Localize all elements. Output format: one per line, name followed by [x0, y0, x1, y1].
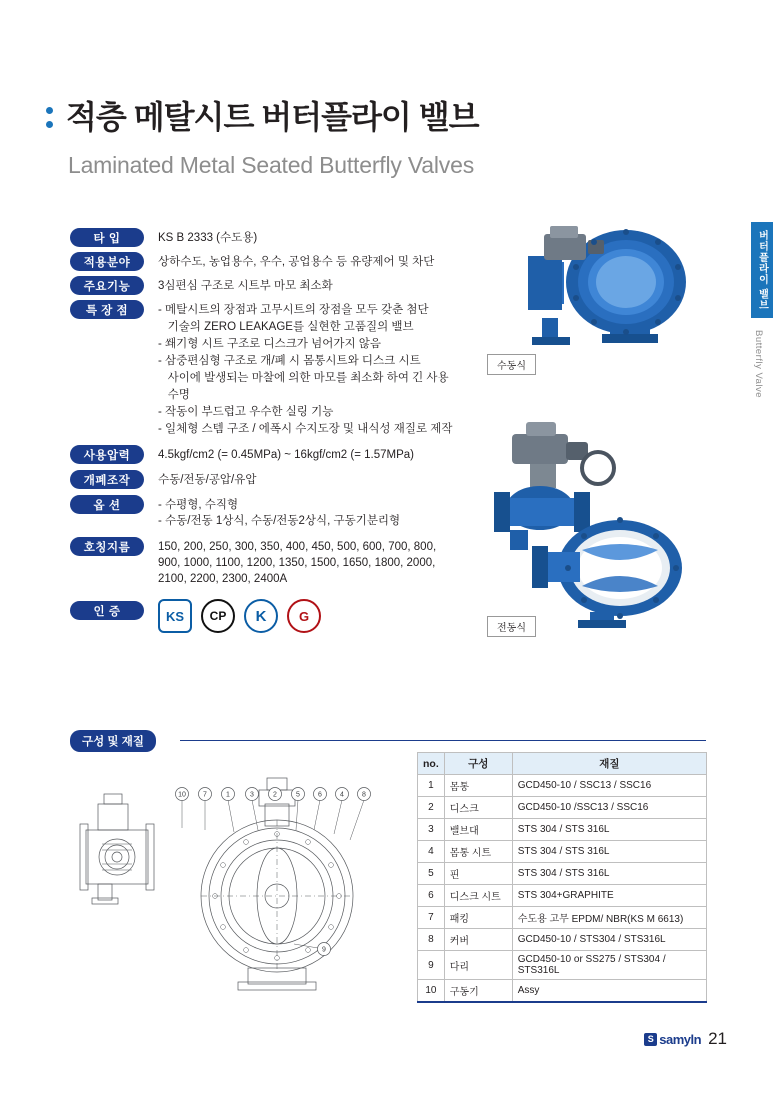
page-title: [42, 100, 479, 134]
g-mark-icon: G: [287, 599, 321, 633]
cell-material: STS 304 / STS 316L: [512, 819, 706, 841]
svg-text:9: 9: [322, 946, 326, 954]
photo-electric-type-valve: [470, 420, 716, 630]
parts-table: [417, 752, 707, 1003]
spec-label-features: 특 장 점: [70, 300, 144, 319]
spec-value-line: 150, 200, 250, 300, 350, 400, 450, 500, 600, 700, 800,: [158, 541, 437, 553]
company-logo: [644, 1032, 701, 1047]
svg-text:5: 5: [296, 791, 300, 799]
side-tab-korean: [751, 222, 773, 318]
table-header-material: 재질: [512, 753, 706, 775]
spec-value-line: 2100, 2200, 2300, 2400A: [158, 573, 288, 585]
table-row: [418, 951, 707, 980]
cell-component: 디스크 시트: [444, 885, 512, 907]
cell-material: STS 304 / STS 316L: [512, 841, 706, 863]
side-tab-korean-label: 버터플라이 밸브: [756, 229, 768, 311]
cell-no: 7: [418, 907, 445, 929]
cell-component: 다리: [444, 951, 512, 980]
photo-caption-electric: 전동식: [487, 616, 536, 637]
cell-no: 3: [418, 819, 445, 841]
cell-component: 핀: [444, 863, 512, 885]
svg-text:7: 7: [203, 791, 207, 799]
table-header-row: [418, 753, 707, 775]
cell-no: 9: [418, 951, 445, 980]
spec-value-application: [158, 252, 434, 271]
spec-row-certification: [70, 601, 490, 633]
table-row: [418, 819, 707, 841]
cp-mark-icon: CP: [201, 599, 235, 633]
title-english: Laminated Metal Seated Butterfly Valves: [68, 152, 474, 178]
cell-material: GCD450-10 / STS304 / STS316L: [512, 929, 706, 951]
spec-value-line: 900, 1000, 1100, 1200, 1350, 1500, 1650, 1800, 2000,: [158, 557, 436, 569]
svg-text:8: 8: [362, 791, 366, 799]
spec-row-features: [70, 300, 490, 438]
cell-no: 1: [418, 775, 445, 797]
spec-value-line: 상하수도, 농업용수, 우수, 공업용수 등 유량제어 및 차단: [158, 256, 435, 268]
spec-row-pressure: [70, 445, 490, 464]
spec-value-operation: [158, 470, 256, 489]
spec-label-option: 옵 션: [70, 495, 144, 514]
cell-material: Assy: [512, 980, 706, 1003]
cell-component: 구동기: [444, 980, 512, 1003]
spec-value-line: 3심편심 구조로 시트부 마모 최소화: [158, 280, 333, 292]
table-row: [418, 907, 707, 929]
table-header-no: no.: [418, 753, 445, 775]
table-row: [418, 885, 707, 907]
spec-label-function: 주요기능: [70, 276, 144, 295]
cell-component: 커버: [444, 929, 512, 951]
spec-row-type: [70, 228, 490, 247]
table-header-component: 구성: [444, 753, 512, 775]
spec-value-line: - 수평형, 수직형: [158, 499, 239, 511]
spec-value-line: - 작동이 부드럽고 우수한 실링 기능: [158, 406, 334, 418]
cell-material: STS 304 / STS 316L: [512, 863, 706, 885]
cell-no: 5: [418, 863, 445, 885]
spec-value-line: - 일체형 스템 구조 / 에폭시 수지도장 및 내식성 재질로 제작: [158, 423, 453, 435]
spec-value-line: - 쐐기형 시트 구조로 디스크가 넘어가지 않음: [158, 338, 381, 350]
spec-value-features: [158, 300, 452, 438]
table-row: [418, 863, 707, 885]
photo-manual-type-valve: [498, 222, 716, 352]
spec-row-operation: [70, 470, 490, 489]
svg-text:2: 2: [273, 791, 277, 799]
section-title: 구성 및 재질: [70, 730, 156, 752]
spec-label-pressure: 사용압력: [70, 445, 144, 464]
cell-no: 6: [418, 885, 445, 907]
spec-value-line: 기술의 ZERO LEAKAGE를 실현한 고품질의 밸브: [158, 321, 414, 333]
logo-text: samyln: [659, 1031, 702, 1047]
footer: [644, 1029, 727, 1049]
spec-value-line: - 삼중편심형 구조로 개/폐 시 몸통시트와 디스크 시트: [158, 355, 421, 367]
cell-material: GCD450-10 /SSC13 / SSC16: [512, 797, 706, 819]
cell-no: 10: [418, 980, 445, 1003]
spec-value-line: - 메탈시트의 장점과 고무시트의 장점을 모두 갖춘 첨단: [158, 304, 429, 316]
spec-value-line: 4.5kgf/cm2 (= 0.45MPa) ~ 16kgf/cm2 (= 1.57MPa): [158, 449, 414, 461]
section-divider: [180, 740, 706, 741]
svg-text:4: 4: [340, 791, 344, 799]
title-dots-icon: [42, 100, 56, 134]
section-header: [70, 730, 706, 752]
cell-material: GCD450-10 or SS275 / STS304 / STS316L: [512, 951, 706, 980]
spec-value-option: [158, 495, 400, 529]
svg-text:10: 10: [178, 791, 186, 799]
spec-row-function: [70, 276, 490, 295]
spec-value-line: KS B 2333 (수도용): [158, 232, 258, 244]
title-korean: 적층 메탈시트 버터플라이 밸브: [66, 99, 479, 135]
table-row: [418, 841, 707, 863]
spec-value-function: [158, 276, 333, 295]
spec-row-application: [70, 252, 490, 271]
spec-value-line: - 수동/전동 1상식, 수동/전동2상식, 구동기분리형: [158, 515, 401, 527]
svg-text:6: 6: [318, 791, 322, 799]
technical-drawings: [62, 768, 412, 1018]
spec-value-line: 수명: [158, 389, 190, 401]
spec-label-size: 호칭지름: [70, 537, 144, 556]
spec-value-size: [158, 537, 436, 587]
table-row: [418, 929, 707, 951]
spec-label-type: 타 입: [70, 228, 144, 247]
cell-no: 4: [418, 841, 445, 863]
spec-value-line: 사이에 발생되는 마찰에 의한 마모를 최소화 하여 긴 사용: [158, 372, 449, 384]
certification-marks: [158, 599, 321, 633]
cell-component: 디스크: [444, 797, 512, 819]
spec-value-pressure: [158, 445, 414, 464]
logo-mark-icon: S: [644, 1033, 657, 1046]
spec-value-line: 수동/전동/공압/유압: [158, 474, 257, 486]
cell-component: 밸브대: [444, 819, 512, 841]
svg-text:1: 1: [226, 791, 230, 799]
k-mark-icon: K: [244, 599, 278, 633]
spec-label-operation: 개폐조작: [70, 470, 144, 489]
page-number: 21: [708, 1029, 727, 1048]
side-tab-english: [753, 330, 771, 401]
cell-component: 패킹: [444, 907, 512, 929]
spec-row-size: [70, 537, 490, 587]
side-tab-english-label: Butterfly Valve: [753, 330, 764, 399]
table-row: [418, 775, 707, 797]
spec-label-application: 적용분야: [70, 252, 144, 271]
cell-material: 수도용 고무 EPDM/ NBR(KS M 6613): [512, 907, 706, 929]
photo-caption-manual: 수동식: [487, 354, 536, 375]
spec-list: [70, 228, 490, 638]
cell-no: 2: [418, 797, 445, 819]
table-row: [418, 797, 707, 819]
cell-component: 몸통 시트: [444, 841, 512, 863]
table-row: [418, 980, 707, 1003]
spec-label-certification: 인 증: [70, 601, 144, 620]
spec-row-option: [70, 495, 490, 529]
cell-material: STS 304+GRAPHITE: [512, 885, 706, 907]
cell-no: 8: [418, 929, 445, 951]
cell-component: 몸통: [444, 775, 512, 797]
ks-mark-icon: KS: [158, 599, 192, 633]
cell-material: GCD450-10 / SSC13 / SSC16: [512, 775, 706, 797]
spec-value-type: [158, 228, 257, 247]
svg-text:3: 3: [250, 791, 254, 799]
